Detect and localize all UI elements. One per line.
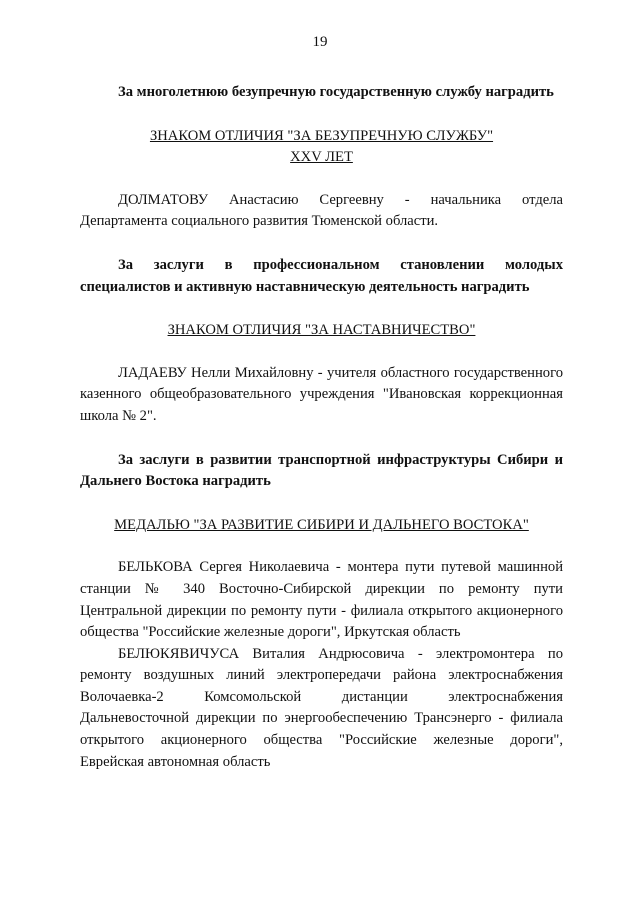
award-intro-2: За заслуги в профессиональном становлении молодых специалистов и активную наставническую деятельность наградить [80, 256, 563, 295]
award-title-1: ЗНАКОМ ОТЛИЧИЯ "ЗА БЕЗУПРЕЧНУЮ СЛУЖБУ" [149, 127, 494, 144]
award-title-3: МЕДАЛЬЮ "ЗА РАЗВИТИЕ СИБИРИ И ДАЛЬНЕГО ВОСТОКА" [114, 516, 529, 533]
document-body [80, 82, 563, 773]
recipient-entry: БЕЛЬКОВА Сергея Николаевича - монтера пути путевой машинной станции № 340 Восточно-Сибирской дирекции по ремонту пути Центральной дирекции по ремонту пути - филиала открытого акционерного общества "Российские железные дороги", Иркутская область [80, 559, 563, 641]
recipient-entry: БЕЛЮКЯВИЧУСА Виталия Андрюсовича - электромонтера по ремонту воздушных линий электропередачи района электроснабжения Волочаевка-2 Комсомольской дистанции электроснабжения Дальневосточной дирекции по энергообеспечению Трансэнерго - филиала открытого акционерного общества "Российские железные дороги", Еврейская автономная область [80, 645, 563, 770]
award-intro-3: За заслуги в развитии транспортной инфраструктуры Сибири и Дальнего Востока наградить [80, 451, 563, 490]
recipient-entry: ЛАДАЕВУ Нелли Михайловну - учителя областного государственного казенного общеобразовательного учреждения "Ивановская коррекционная школа № 2". [80, 364, 563, 424]
award-intro-1: За многолетнюю безупречную государственную службу наградить [118, 84, 554, 100]
award-subtitle-1: XXV ЛЕТ [290, 149, 353, 166]
recipient-entry: ДОЛМАТОВУ Анастасию Сергеевну - начальника отдела Департамента социального развития Тюменской области. [80, 191, 563, 230]
award-title-2: ЗНАКОМ ОТЛИЧИЯ "ЗА НАСТАВНИЧЕСТВО" [167, 322, 476, 339]
page-number: 19 [312, 34, 328, 50]
